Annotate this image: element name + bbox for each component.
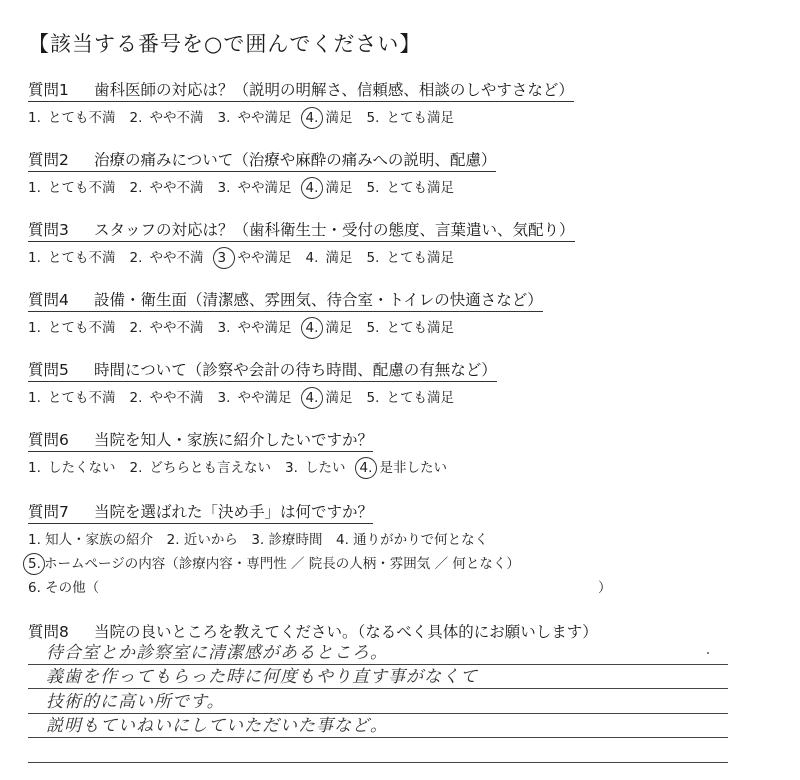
handwritten-text: 技術的に高い所です。 <box>46 691 225 712</box>
option-label: やや満足 <box>237 390 292 406</box>
question-text: 時間について（診察や会計の待ち時間、配慮の有無など） <box>94 361 497 379</box>
option-number: 3 <box>218 250 232 266</box>
handwritten-text: 義歯を作ってもらった時に何度もやり直す事がなくて <box>46 667 478 687</box>
answer-option-selected[interactable] <box>306 106 353 126</box>
question-text: 設備・衛生面（清潔感、雰囲気、待合室・トイレの快適さなど） <box>94 291 543 309</box>
answer-option[interactable] <box>28 316 116 336</box>
option-label: 満足 <box>325 180 353 196</box>
option-number: 2. <box>129 460 143 476</box>
question-7-label: 質問7 <box>28 503 69 521</box>
answer-line <box>28 665 728 690</box>
option-label: やや満足 <box>237 110 292 126</box>
answer-option[interactable] <box>28 246 116 266</box>
answer-option[interactable] <box>130 386 204 406</box>
option-number: 5. <box>366 390 380 406</box>
answer-options <box>28 106 668 126</box>
option-number: 1. <box>28 180 41 196</box>
option-number: 4. <box>305 180 319 196</box>
answer-option-selected[interactable] <box>218 246 292 266</box>
question-text: 治療の痛みについて（治療や麻酔の痛みへの説明、配慮） <box>94 151 497 169</box>
option-label: 満足 <box>325 320 353 336</box>
question-text: 歯科医師の対応は？（説明の明解さ、信頼感、相談のしやすさなど） <box>94 81 574 99</box>
option-label: やや満足 <box>237 320 292 336</box>
option-label: とても不満 <box>48 320 116 336</box>
answer-option-selected[interactable] <box>306 316 353 336</box>
option-label: したくない <box>48 460 116 476</box>
answer-line <box>28 689 728 714</box>
option-number: 1. <box>28 110 41 126</box>
answer-option-selected[interactable] <box>306 176 353 196</box>
answer-option[interactable] <box>367 246 455 266</box>
option-label: やや満足 <box>237 250 292 266</box>
option-label: 満足 <box>325 390 353 406</box>
answer-option[interactable] <box>28 106 116 126</box>
option-number: 5. <box>366 180 380 196</box>
question-7-option-5-marker[interactable] <box>28 556 42 572</box>
option-label: 満足 <box>325 110 353 126</box>
question-7-options-line1: 1. 知人・家族の紹介 2. 近いから 3. 診療時間 4. 通りがかりで何となく <box>28 532 489 548</box>
option-number: 4. <box>359 460 373 476</box>
answer-options <box>28 456 668 476</box>
handwritten-text: 説明もていねいにしていただいた事など。 <box>46 716 388 736</box>
option-label: とても不満 <box>48 390 116 406</box>
question-7-option-5-text: ホームページの内容（診療内容・専門性 ／ 院長の人柄・雰囲気 ／ 何となく） <box>44 556 520 572</box>
option-number: 3. <box>217 180 231 196</box>
question-text: 当院を知人・家族に紹介したいですか？ <box>94 431 374 449</box>
option-label: やや不満 <box>149 320 204 336</box>
option-label: とても満足 <box>386 320 454 336</box>
option-label: やや不満 <box>149 180 204 196</box>
answer-option[interactable] <box>28 386 116 406</box>
handwritten-text: 待合室とか診察室に清潔感があるところ。 <box>46 642 388 663</box>
question-4-title <box>28 288 543 312</box>
answer-option-selected[interactable] <box>360 456 448 476</box>
question-label: 質問1 <box>28 81 69 99</box>
answer-option-selected[interactable] <box>306 386 353 406</box>
question-8-label: 質問8 <box>28 623 69 641</box>
answer-option[interactable] <box>28 456 116 476</box>
option-label: やや不満 <box>149 390 204 406</box>
answer-line <box>28 738 728 763</box>
option-label: とても不満 <box>48 250 116 266</box>
answer-options <box>28 316 668 336</box>
answer-option[interactable] <box>130 246 204 266</box>
answer-option[interactable] <box>367 106 455 126</box>
answer-option[interactable] <box>130 176 204 196</box>
option-label: とても満足 <box>386 250 454 266</box>
answer-options <box>28 386 668 406</box>
option-number: 5. <box>366 320 380 336</box>
question-2-title <box>28 148 496 172</box>
option-label: 是非したい <box>379 460 447 476</box>
option-label: とても不満 <box>48 180 116 196</box>
answer-option[interactable] <box>218 106 292 126</box>
option-number: 4. <box>305 250 319 266</box>
option-number: 1. <box>28 250 41 266</box>
question-7-option-6 <box>28 576 668 596</box>
answer-line <box>28 714 728 739</box>
option-label: したい <box>305 460 346 476</box>
option-number: 5. <box>366 250 380 266</box>
option-label: やや満足 <box>237 180 292 196</box>
question-6 <box>28 428 668 476</box>
option-number: 2. <box>129 390 143 406</box>
question-label: 質問2 <box>28 151 69 169</box>
option-label: とても満足 <box>386 390 454 406</box>
option-number: 2. <box>129 180 143 196</box>
option-number: 3. <box>217 110 231 126</box>
question-7-option-5-number: 5. <box>28 556 41 572</box>
question-7-option-6-close: ） <box>598 580 612 596</box>
answer-option[interactable] <box>367 386 455 406</box>
question-label: 質問6 <box>28 431 69 449</box>
answer-option[interactable] <box>218 316 292 336</box>
page-title: 【該当する番号を○で囲んでください】 <box>28 32 422 56</box>
option-number: 3. <box>285 460 298 476</box>
answer-option[interactable] <box>130 456 272 476</box>
answer-option[interactable] <box>285 456 346 476</box>
option-number: 4. <box>305 390 319 406</box>
option-number: 2. <box>129 250 143 266</box>
answer-line <box>28 640 728 665</box>
question-6-title <box>28 428 373 452</box>
question-7-option-6-text: 6. その他（ <box>28 580 100 596</box>
answer-option[interactable] <box>218 176 292 196</box>
option-number: 4. <box>305 320 319 336</box>
question-1-title <box>28 78 574 102</box>
question-5-title <box>28 358 497 382</box>
question-label: 質問4 <box>28 291 69 309</box>
option-label: とても満足 <box>386 110 454 126</box>
option-number: 1. <box>28 320 41 336</box>
option-label: とても満足 <box>386 180 454 196</box>
option-number: 3. <box>217 390 231 406</box>
answer-options <box>28 246 668 266</box>
option-number: 4. <box>305 110 319 126</box>
answer-option[interactable] <box>130 106 204 126</box>
option-number: 5. <box>366 110 380 126</box>
question-2 <box>28 148 668 196</box>
question-3 <box>28 218 668 266</box>
option-label: どちらとも言えない <box>149 460 271 476</box>
option-number: 1. <box>28 390 41 406</box>
answer-option[interactable] <box>28 176 116 196</box>
answer-options <box>28 176 668 196</box>
option-number: 3. <box>217 320 231 336</box>
question-7 <box>28 500 668 596</box>
stray-mark <box>707 652 709 654</box>
option-number: 2. <box>129 110 143 126</box>
question-4 <box>28 288 668 336</box>
answer-option[interactable] <box>367 316 455 336</box>
question-text: スタッフの対応は？（歯科衛生士・受付の態度、言葉遣い、気配り） <box>94 221 575 239</box>
option-label: やや不満 <box>149 250 204 266</box>
question-8-text: 当院の良いところを教えてください。（なるべく具体的にお願いします） <box>94 623 598 641</box>
question-1 <box>28 78 668 126</box>
answer-option[interactable] <box>306 246 353 266</box>
question-7-title <box>28 500 373 524</box>
question-7-option-5[interactable] <box>28 552 668 572</box>
question-label: 質問5 <box>28 361 69 379</box>
option-label: 満足 <box>325 250 353 266</box>
question-7-text: 当院を選ばれた「決め手」は何ですか？ <box>94 503 374 521</box>
option-label: やや不満 <box>149 110 204 126</box>
option-label: とても不満 <box>48 110 116 126</box>
answer-option[interactable] <box>130 316 204 336</box>
answer-area[interactable] <box>28 640 728 763</box>
question-5 <box>28 358 668 406</box>
answer-option[interactable] <box>367 176 455 196</box>
question-3-title <box>28 218 575 242</box>
question-label: 質問3 <box>28 221 69 239</box>
option-number: 1. <box>28 460 41 476</box>
answer-option[interactable] <box>218 386 292 406</box>
option-number: 2. <box>129 320 143 336</box>
